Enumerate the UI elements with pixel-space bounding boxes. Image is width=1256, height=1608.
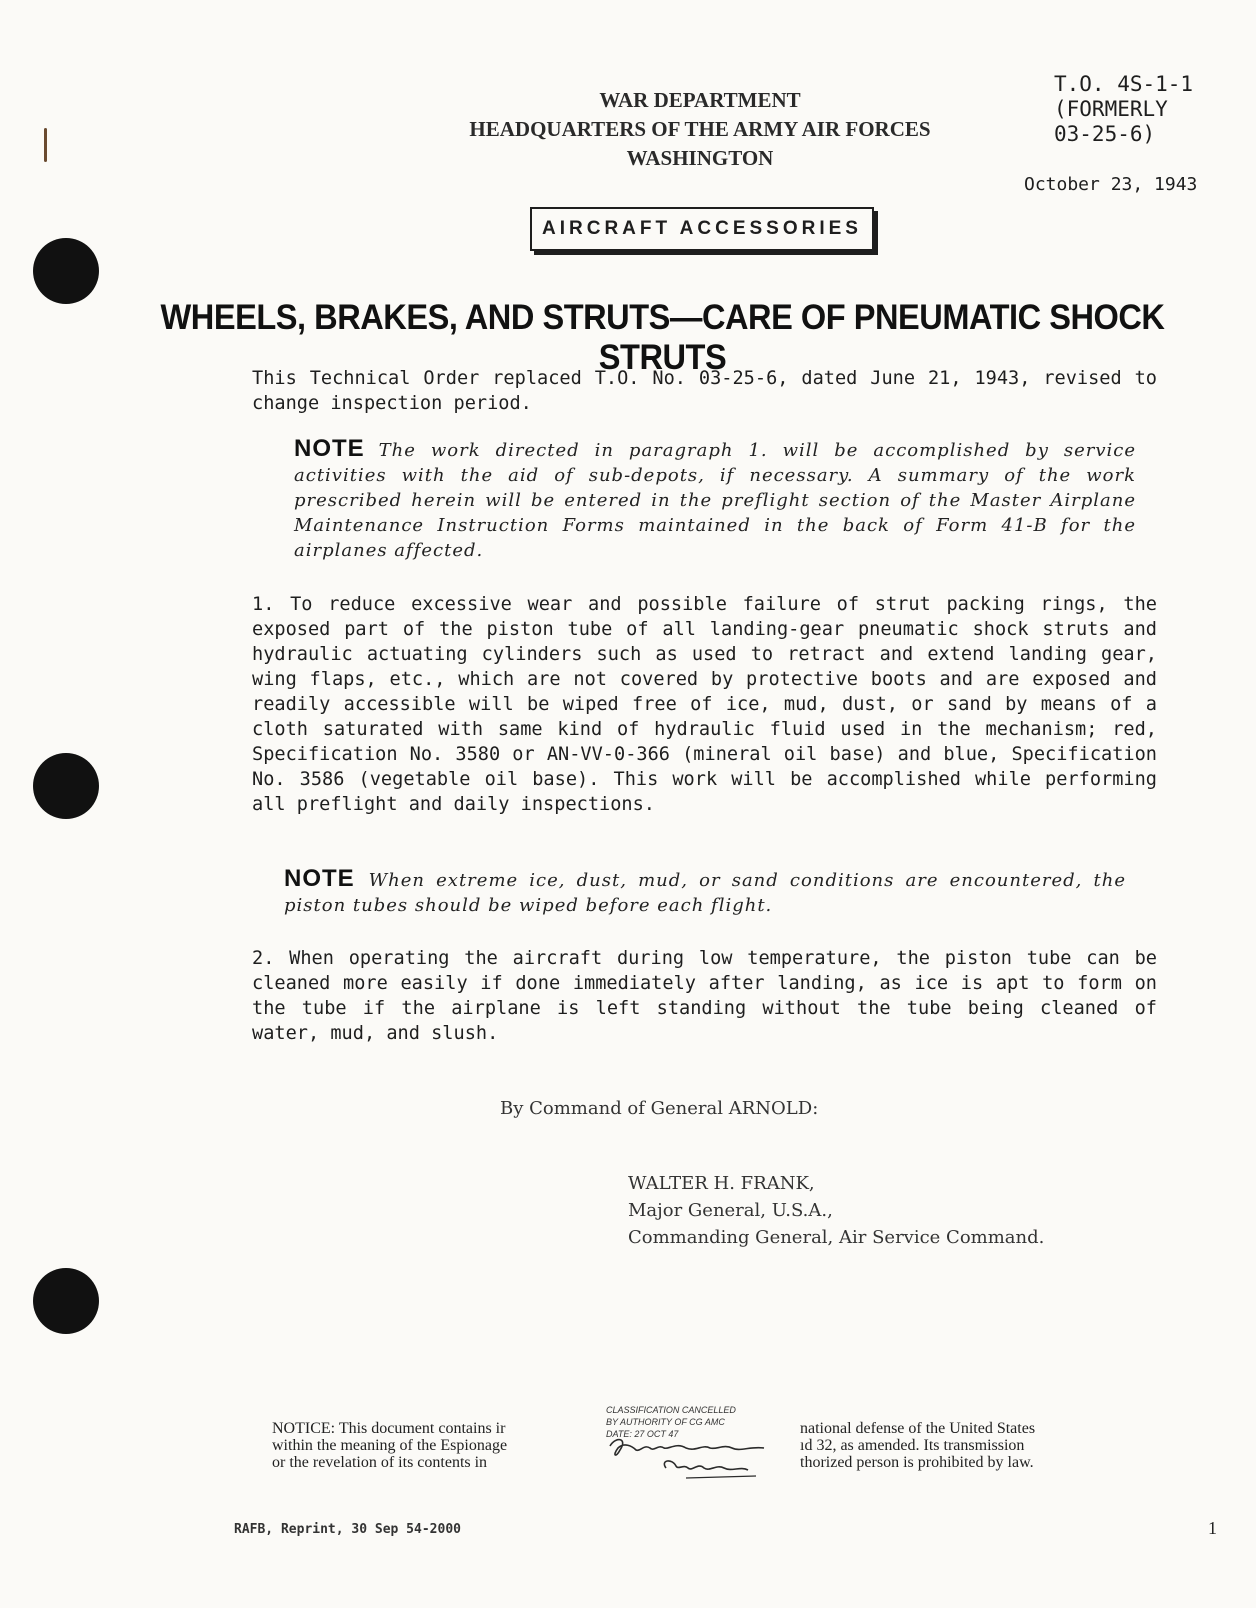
note-label: NOTE [284,865,355,892]
notice-line: ıd 32, as amended. Its transmission [800,1437,1025,1454]
signature-block [628,1170,1044,1251]
stamp-line: DATE: 27 OCT 47 [606,1429,679,1439]
notice-line: national defense of the United States [800,1420,1036,1437]
category-label: AIRCRAFT ACCESSORIES [530,207,874,251]
signature-line: WALTER H. FRANK, [628,1173,815,1194]
stamp-line: CLASSIFICATION CANCELLED [606,1405,736,1415]
handwritten-signature [606,1434,771,1482]
stamp-line: BY AUTHORITY OF CG AMC [606,1417,725,1427]
notice-line: thorized person is prohibited by law. [800,1454,1034,1471]
declassification-stamp [606,1404,786,1492]
signature-line: Major General, U.S.A., [628,1200,833,1221]
to-line: 03-25-6) [1054,122,1156,146]
to-line: (FORMERLY [1054,97,1168,121]
to-line: T.O. 4S-1-1 [1054,72,1194,96]
department-line: WAR DEPARTMENT [599,88,801,112]
notice-right [800,1420,1130,1471]
department-line: WASHINGTON [626,146,774,170]
note-2 [284,866,1126,918]
reprint-line: RAFB, Reprint, 30 Sep 54-2000 [234,1522,461,1537]
note-label: NOTE [294,435,365,462]
note-text: The work directed in paragraph 1. will be accomplished by service activities with the aid of sub-depots, if necessary. A summary of the work prescribed herein will be entered in the preflight section of the Master Airplane Maintenance Instruction Forms maintained in the back of Form 41-B for the airplanes affected. [294,440,1136,561]
document-title: WHEELS, BRAKES, AND STRUTS—CARE OF PNEUMATIC SHOCK STRUTS [160,298,1165,377]
binder-hole-top [33,238,99,304]
binder-hole-middle [33,753,99,819]
intro-paragraph: This Technical Order replaced T.O. No. 03-25-6, dated June 21, 1943, revised to change inspection period. [252,368,1157,414]
technical-order-number [1054,72,1193,147]
department-header [430,86,970,173]
notice-line: or the revelation of its contents in [272,1454,488,1471]
page-number: 1 [1208,1518,1217,1538]
department-line: HEADQUARTERS OF THE ARMY AIR FORCES [469,117,931,141]
paragraph-2: 2. When operating the aircraft during low temperature, the piston tube can be cleaned more easily if done immediately after landing, as ice is apt to form on the tube if the airplane is left standing without the tube being cleaned of water, mud, and slush. [252,948,1157,1044]
document-date: October 23, 1943 [1024,174,1198,195]
signature-line: Commanding General, Air Service Command. [628,1227,1045,1248]
command-line: By Command of General ARNOLD: [500,1098,819,1119]
notice-line: within the meaning of the Espionage [272,1437,508,1454]
paragraph-1: 1. To reduce excessive wear and possible failure of strut packing rings, the exposed part of the piston tube of all landing-gear pneumatic shock struts and hydraulic actuating cylinders such as used to retract and extend landing gear, wing flaps, etc., which are not covered by protective boots and are exposed and readily accessible will be wiped free of ice, mud, dust, or sand by means of a cloth saturated with same kind of hydraulic fluid used in the mechanism; red, Specification No. 3580 or AN-VV-0-366 (mineral oil base) and blue, Specification No. 3586 (vegetable oil base). This work will be accomplished while performing all preflight and daily inspections. [252,594,1157,815]
note-1 [294,436,1136,563]
paper-mark [44,128,47,162]
note-text: When extreme ice, dust, mud, or sand conditions are encountered, the piston tubes should be wiped before each flight. [284,870,1126,916]
notice-left [272,1420,592,1471]
notice-line: NOTICE: This document contains ir [272,1420,506,1437]
binder-hole-bottom [33,1268,99,1334]
